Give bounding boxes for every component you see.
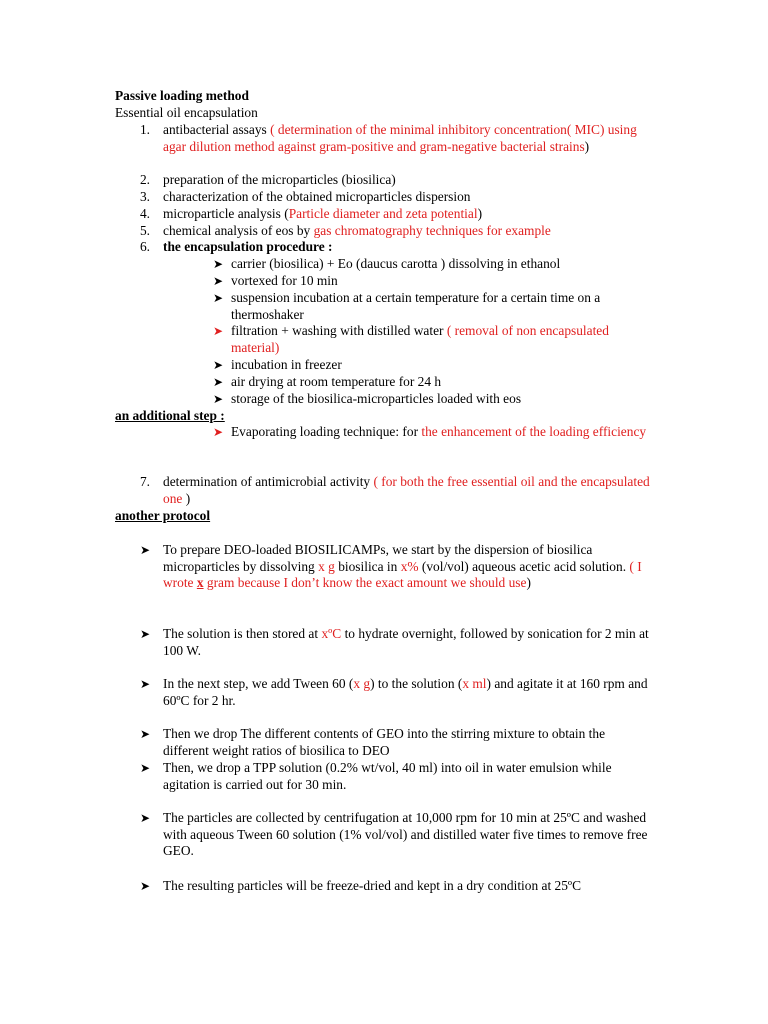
highlighted-text: ( I wrote bbox=[163, 558, 642, 591]
arrowhead-bullet-icon: ➤ bbox=[139, 677, 151, 691]
item-text bbox=[163, 676, 653, 709]
item-text bbox=[231, 391, 656, 408]
text-run: microparticle analysis ( bbox=[163, 206, 289, 221]
text-run: to hydrate overnight, followed by sonication for 2 min at 100 W. bbox=[163, 626, 649, 658]
item-text bbox=[231, 290, 656, 323]
item-text bbox=[163, 172, 653, 189]
text-run: Then we drop The different contents of GEO into the stirring mixture to obtain the different weight ratios of biosilica to DEO bbox=[163, 726, 606, 758]
text-run: ) bbox=[526, 575, 531, 591]
item-text bbox=[231, 256, 656, 273]
text-run: biosilica in bbox=[334, 558, 401, 574]
text-run: To prepare DEO-loaded BIOSILICAMPs, we start by the dispersion of biosilica microparticles by dissolving bbox=[163, 542, 593, 574]
text-run: (vol/vol) aqueous acetic acid solution. bbox=[418, 558, 630, 574]
text-run: suspension incubation at a certain temperature for a certain time on a thermoshaker bbox=[231, 290, 601, 322]
highlighted-text: x bbox=[196, 575, 204, 591]
arrowhead-bullet-icon: ➤ bbox=[139, 811, 151, 825]
highlighted-text: x% bbox=[400, 558, 419, 574]
highlighted-text: ( for both the free essential oil and the encapsulated one bbox=[163, 474, 650, 506]
text-run: ) bbox=[584, 138, 590, 154]
document-subtitle: Essential oil encapsulation bbox=[115, 105, 258, 120]
text-run: ) to the solution ( bbox=[370, 676, 463, 691]
text-run: ) bbox=[477, 206, 483, 221]
item-text bbox=[163, 122, 653, 155]
text-run: determination of antimicrobial activity bbox=[163, 474, 374, 489]
item-text bbox=[163, 223, 653, 240]
text-run: ) and agitate it at 160 rpm and 60ºC for 2 hr. bbox=[163, 676, 648, 708]
highlighted-text: x g bbox=[318, 558, 335, 574]
arrowhead-bullet-icon: ➤ bbox=[212, 257, 224, 271]
item-text bbox=[231, 323, 656, 356]
highlighted-text: x g bbox=[353, 676, 371, 691]
highlighted-text: the enhancement of the loading efficiency bbox=[421, 424, 647, 439]
text-run: chemical analysis of eos by bbox=[163, 223, 314, 238]
text-run: Then, we drop a TPP solution (0.2% wt/vol, 40 ml) into oil in water emulsion while agitation is carried out for 30 min. bbox=[163, 760, 612, 792]
arrowhead-bullet-icon: ➤ bbox=[212, 358, 224, 372]
arrowhead-bullet-icon: ➤ bbox=[212, 324, 224, 338]
item-text bbox=[163, 542, 653, 592]
arrowhead-bullet-icon: ➤ bbox=[139, 627, 151, 641]
text-run: ) bbox=[182, 490, 191, 506]
item-text bbox=[163, 626, 653, 659]
item-text bbox=[231, 424, 656, 441]
arrowhead-bullet-icon: ➤ bbox=[139, 543, 151, 557]
item-text bbox=[231, 357, 656, 374]
item-number: 6. bbox=[139, 239, 150, 254]
item-number: 1. bbox=[139, 122, 150, 137]
item-text bbox=[231, 273, 656, 290]
highlighted-text: xºC bbox=[321, 626, 342, 641]
highlighted-text: ( removal of non encapsulated material) bbox=[231, 323, 609, 355]
text-run: air drying at room temperature for 24 h bbox=[231, 374, 442, 389]
arrowhead-bullet-icon: ➤ bbox=[139, 727, 151, 741]
text-run: incubation in freezer bbox=[231, 357, 342, 372]
document-title: Passive loading method bbox=[115, 88, 249, 103]
text-run: The solution is then stored at bbox=[163, 626, 322, 641]
highlighted-text: Particle diameter and zeta potential bbox=[288, 206, 478, 221]
item-text bbox=[163, 726, 653, 759]
additional-step-heading: an additional step : bbox=[115, 408, 225, 423]
arrowhead-bullet-icon: ➤ bbox=[212, 291, 224, 305]
item-text bbox=[163, 239, 653, 256]
text-run: storage of the biosilica-microparticles loaded with eos bbox=[231, 391, 522, 406]
item-number: 4. bbox=[139, 206, 150, 221]
text-run: carrier (biosilica) + Eo (daucus carotta ) dissolving in ethanol bbox=[231, 256, 561, 271]
arrowhead-bullet-icon: ➤ bbox=[212, 375, 224, 389]
item-text bbox=[163, 206, 653, 223]
item-text bbox=[163, 474, 653, 507]
highlighted-text: ( determination of the minimal inhibitory concentration( MIC) using agar dilution method against gram-positive and gram-negative bacterial strains bbox=[163, 122, 637, 154]
item-text bbox=[163, 878, 663, 895]
text-run: characterization of the obtained microparticles dispersion bbox=[163, 189, 471, 204]
text-run: Evaporating loading technique: for bbox=[231, 424, 422, 439]
text-run: the encapsulation procedure : bbox=[163, 239, 333, 254]
highlighted-text: gram because I don’t know the exact amount we should use bbox=[203, 575, 527, 591]
arrowhead-bullet-icon: ➤ bbox=[212, 274, 224, 288]
arrowhead-bullet-icon: ➤ bbox=[139, 761, 151, 775]
another-protocol-heading: another protocol bbox=[115, 508, 211, 523]
text-run: preparation of the microparticles (biosilica) bbox=[163, 172, 396, 187]
text-run: The particles are collected by centrifugation at 10,000 rpm for 10 min at 25ºC and washed with aqueous Tween 60 solution (1% vol/vol) and distilled water five times to remove free GEO. bbox=[163, 810, 648, 859]
text-run: vortexed for 10 min bbox=[231, 273, 338, 288]
arrowhead-bullet-icon: ➤ bbox=[212, 392, 224, 406]
arrowhead-bullet-icon: ➤ bbox=[139, 879, 151, 893]
text-run: filtration + washing with distilled water bbox=[231, 323, 447, 338]
item-number: 5. bbox=[139, 223, 150, 238]
item-text bbox=[163, 189, 653, 206]
item-text bbox=[163, 810, 653, 860]
item-number: 2. bbox=[139, 172, 150, 187]
text-run: antibacterial assays bbox=[163, 122, 271, 137]
item-text bbox=[163, 760, 653, 793]
item-text bbox=[231, 374, 656, 391]
text-run: In the next step, we add Tween 60 ( bbox=[163, 676, 354, 691]
item-number: 3. bbox=[139, 189, 150, 204]
item-number: 7. bbox=[139, 474, 150, 489]
arrowhead-bullet-icon: ➤ bbox=[212, 425, 224, 439]
highlighted-text: x ml bbox=[462, 676, 487, 691]
highlighted-text: gas chromatography techniques for example bbox=[313, 223, 551, 238]
text-run: The resulting particles will be freeze-dried and kept in a dry condition at 25ºC bbox=[163, 878, 582, 893]
